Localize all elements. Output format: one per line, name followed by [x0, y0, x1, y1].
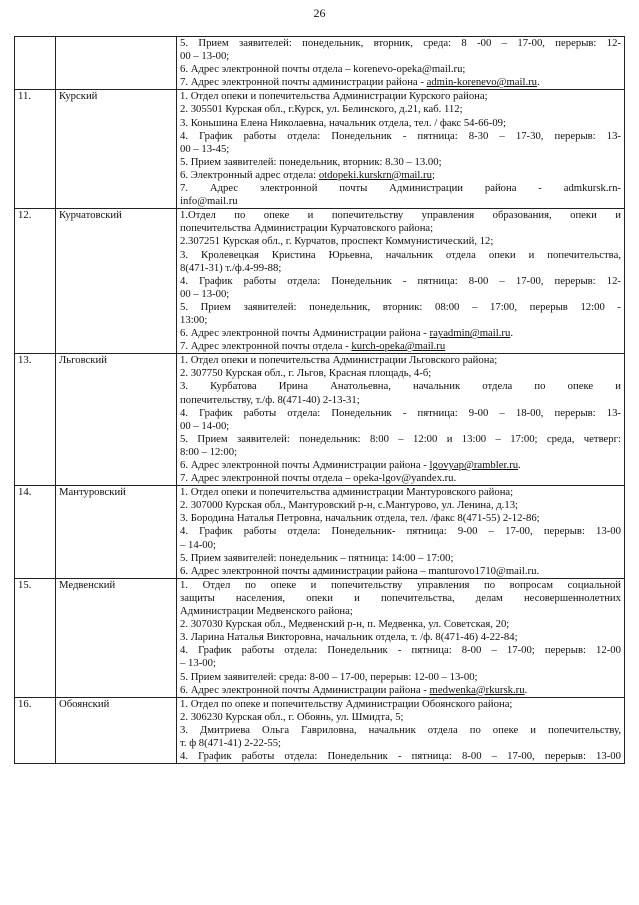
- info-text: 1.Отдел по опеке и попечительству управления образования, опеки и: [180, 209, 621, 222]
- punctuation: .: [524, 683, 528, 696]
- district-name: Курский: [56, 90, 177, 209]
- info-line: [180, 222, 621, 235]
- table-row: [15, 697, 625, 763]
- info-text: 6. Адрес электронной почты Администрации района -: [180, 459, 430, 471]
- info-text: т. ф 8(471-41) 2-22-55;: [180, 736, 282, 749]
- district-name: Льговский: [56, 354, 177, 486]
- info-text: попечительству, т./ф. 8(471-40) 2-13-31;: [180, 393, 360, 406]
- district-name: [56, 37, 177, 90]
- department-info: [177, 209, 625, 354]
- info-text: 5. Прием заявителей: понедельник, вторник: 08:00 – 17:00, перерыв 12:00 -: [180, 300, 621, 313]
- info-text: 4. График работы отдела: Понедельник - пятница: 8-30 – 17-30, перерыв: 13-: [180, 129, 621, 142]
- info-line: [180, 63, 621, 76]
- info-line: [180, 182, 621, 195]
- info-text: 2. 307750 Курская обл., г. Льгов, Красная площадь, 4-б;: [180, 367, 432, 380]
- info-line: [180, 512, 621, 525]
- info-line: [180, 737, 621, 750]
- info-text: 5. Прием заявителей: среда: 8-00 – 17-00, перерыв: 12-00 – 13-00;: [180, 670, 478, 683]
- info-line: [180, 354, 621, 367]
- info-line: [180, 103, 621, 116]
- table-row: [15, 37, 625, 90]
- info-text: 7. Адрес электронной почты администрации района -: [180, 76, 427, 89]
- info-line: [180, 446, 621, 459]
- info-text: info@mail.ru: [180, 195, 238, 208]
- info-line: [180, 288, 621, 301]
- department-info: [177, 697, 625, 763]
- info-line: [180, 579, 621, 592]
- district-name: Мантуровский: [56, 486, 177, 579]
- info-line: [180, 209, 621, 222]
- info-text: 1. Отдел опеки и попечительства Администрации Льговского района;: [180, 354, 498, 367]
- info-text: 7. Адрес электронной почты Администрации района - admkursk.rn-: [180, 182, 621, 195]
- info-text: 5. Прием заявителей: понедельник, вторник, среда: 8 -00 – 17-00, перерыв: 12-: [180, 37, 621, 49]
- punctuation: .: [537, 76, 540, 89]
- department-info: [177, 354, 625, 486]
- info-text: 5. Прием заявителей: понедельник: 8:00 – 12:00 и 13:00 – 17:00; среда, четверг:: [180, 432, 621, 445]
- info-line: [180, 605, 621, 618]
- info-text: 2. 306230 Курская обл., г. Обоянь, ул. Шмидта, 5;: [180, 710, 404, 723]
- table-row: [15, 486, 625, 579]
- row-number: [15, 37, 56, 90]
- info-line: [180, 327, 621, 340]
- info-line: [180, 407, 621, 420]
- info-text: 8:00 – 12:00;: [180, 445, 238, 458]
- info-line: [180, 90, 621, 103]
- info-line: [180, 117, 621, 130]
- info-line: [180, 76, 621, 89]
- email-link[interactable]: lgovyap@rambler.ru: [429, 459, 519, 471]
- info-line: [180, 367, 621, 380]
- info-text: 7. Адрес электронной почты отдела -: [180, 340, 352, 353]
- info-line: [180, 698, 621, 711]
- email-link[interactable]: rayadmin@mail.ru: [429, 327, 511, 340]
- info-line: [180, 671, 621, 684]
- punctuation: ;: [431, 168, 435, 181]
- department-info: [177, 90, 625, 209]
- info-text: 1. Отдел по опеке и попечительству Администрации Обоянского района;: [180, 697, 513, 710]
- info-line: [180, 499, 621, 512]
- info-line: [180, 301, 621, 314]
- info-text: 6. Адрес электронной почты администрации района – manturovo1710@mail.ru.: [180, 564, 540, 577]
- info-text: 5. Прием заявителей: понедельник – пятница: 14:00 – 17:00;: [180, 551, 454, 564]
- table-row: [15, 90, 625, 209]
- info-text: 5. Прием заявителей: понедельник, вторник: 8.30 – 13.00;: [180, 155, 442, 168]
- info-text: 7. Адрес электронной почты отдела – opeka-lgov@yandex.ru.: [180, 472, 457, 485]
- info-text: 00 – 13-00;: [180, 50, 230, 63]
- info-line: [180, 249, 621, 262]
- info-text: 3. Курбатова Ирина Анатольевна, начальник отдела по опеке и: [180, 380, 621, 393]
- info-line: [180, 37, 621, 50]
- info-line: [180, 143, 621, 156]
- info-text: защиты населения, опеки и попечительства, делам несовершеннолетних: [180, 591, 621, 604]
- info-line: [180, 657, 621, 670]
- info-text: 2. 307000 Курская обл., Мантуровский р-н, с.Мантурово, ул. Ленина, д.13;: [180, 499, 519, 512]
- info-line: [180, 486, 621, 499]
- info-line: [180, 618, 621, 631]
- info-text: 6. Адрес электронной почты Администрации района -: [180, 683, 430, 696]
- info-text: 2.307251 Курская обл., г. Курчатов, проспект Коммунистический, 12;: [180, 235, 494, 248]
- info-line: [180, 169, 621, 182]
- email-link[interactable]: admin-korenevo@mail.ru: [426, 76, 538, 89]
- email-link[interactable]: otdopeki.kurskrn@mail.ru: [318, 168, 432, 181]
- info-line: [180, 380, 621, 393]
- info-line: [180, 644, 621, 657]
- info-line: [180, 195, 621, 208]
- info-line: [180, 552, 621, 565]
- info-line: [180, 684, 621, 697]
- department-info: [177, 37, 625, 90]
- row-number: 15.: [15, 578, 56, 697]
- info-text: 4. График работы отдела: Понедельник - пятница: 8-00 – 17-00, перерыв: 12-: [180, 274, 621, 287]
- row-number: 14.: [15, 486, 56, 579]
- info-text: 00 – 13-45;: [180, 142, 230, 155]
- info-text: 13:00;: [180, 313, 208, 326]
- info-text: 3. Ларина Наталья Викторовна, начальник отдела, т. /ф. 8(471-46) 4-22-84;: [180, 631, 518, 644]
- info-text: 4. График работы отдела: Понедельник - пятница: 9-00 – 18-00, перерыв: 13-: [180, 406, 621, 419]
- info-line: [180, 420, 621, 433]
- info-text: попечительства Администрации Курчатовского района;: [180, 222, 434, 235]
- info-text: 3. Дмитриева Ольга Гавриловна, начальник отдела по опеке и попечительству,: [180, 723, 621, 736]
- info-line: [180, 262, 621, 275]
- row-number: 16.: [15, 697, 56, 763]
- email-link[interactable]: kurch-opeka@mail.ru: [351, 340, 446, 353]
- info-text: 2. 307030 Курская обл., Медвенский р-н, п. Медвенка, ул. Советская, 20;: [180, 618, 510, 631]
- info-line: [180, 340, 621, 353]
- info-text: 3. Бородина Наталья Петровна, начальник отдела, тел. /факс 8(471-55) 2-12-86;: [180, 512, 540, 525]
- info-text: 4. График работы отдела: Понедельник- пятница: 9-00 – 17-00, перерыв: 13-00: [180, 525, 621, 538]
- punctuation: .: [510, 327, 513, 340]
- email-link[interactable]: medwenka@rkursk.ru: [429, 683, 525, 696]
- row-number: 12.: [15, 209, 56, 354]
- table-row: [15, 578, 625, 697]
- info-line: [180, 525, 621, 538]
- info-line: [180, 314, 621, 327]
- row-number: 13.: [15, 354, 56, 486]
- info-line: [180, 459, 621, 472]
- info-line: [180, 275, 621, 288]
- info-text: 4. График работы отдела: Понедельник - пятница: 8-00 – 17-00, перерыв: 13-00: [180, 750, 621, 763]
- table-row: [15, 354, 625, 486]
- info-text: 3. Коньшина Елена Николаевна, начальник отдела, тел. / факс 54-66-09;: [180, 116, 506, 129]
- info-text: 6. Электронный адрес отдела:: [180, 168, 319, 181]
- info-text: 2. 305501 Курская обл., г.Курск, ул. Белинского, д.21, каб. 112;: [180, 103, 463, 116]
- info-line: [180, 565, 621, 578]
- info-text: 6. Адрес электронной почты отдела – korenevo-opeka@mail.ru;: [180, 63, 466, 76]
- info-line: [180, 433, 621, 446]
- row-number: 11.: [15, 90, 56, 209]
- info-line: [180, 394, 621, 407]
- info-line: [180, 235, 621, 248]
- info-text: 6. Адрес электронной почты Администрации района -: [180, 327, 430, 340]
- info-text: 1. Отдел по опеке и попечительству управления по вопросам социальной: [180, 578, 621, 591]
- info-text: 00 – 13-00;: [180, 287, 230, 300]
- district-name: Обоянский: [56, 697, 177, 763]
- info-text: 3. Кролевецкая Кристина Юрьевна, начальник отдела опеки и попечительства,: [180, 248, 621, 261]
- info-text: 00 – 14-00;: [180, 419, 230, 432]
- info-line: [180, 750, 621, 763]
- info-line: [180, 156, 621, 169]
- info-line: [180, 472, 621, 485]
- info-line: [180, 631, 621, 644]
- info-text: Администрации Медвенского района;: [180, 605, 353, 618]
- info-text: – 14-00;: [180, 538, 216, 551]
- department-info: [177, 578, 625, 697]
- info-line: [180, 592, 621, 605]
- info-text: 1. Отдел опеки и попечительства администрации Мантуровского района;: [180, 486, 514, 499]
- department-info: [177, 486, 625, 579]
- info-line: [180, 130, 621, 143]
- district-name: Курчатовский: [56, 209, 177, 354]
- info-text: 8(471-31) т./ф.4-99-88;: [180, 261, 282, 274]
- info-text: – 13-00;: [180, 657, 216, 670]
- info-text: 4. График работы отдела: Понедельник - пятница: 8-00 – 17-00; перерыв: 12-00: [180, 644, 621, 657]
- district-name: Медвенский: [56, 578, 177, 697]
- info-line: [180, 50, 621, 63]
- page-number: 26: [313, 6, 326, 20]
- table-row: [15, 209, 625, 354]
- info-line: [180, 539, 621, 552]
- info-text: 1. Отдел опеки и попечительства Администрации Курского района;: [180, 90, 488, 103]
- info-line: [180, 724, 621, 737]
- punctuation: .: [518, 459, 521, 471]
- guardianship-departments-table: [14, 36, 625, 764]
- info-line: [180, 711, 621, 724]
